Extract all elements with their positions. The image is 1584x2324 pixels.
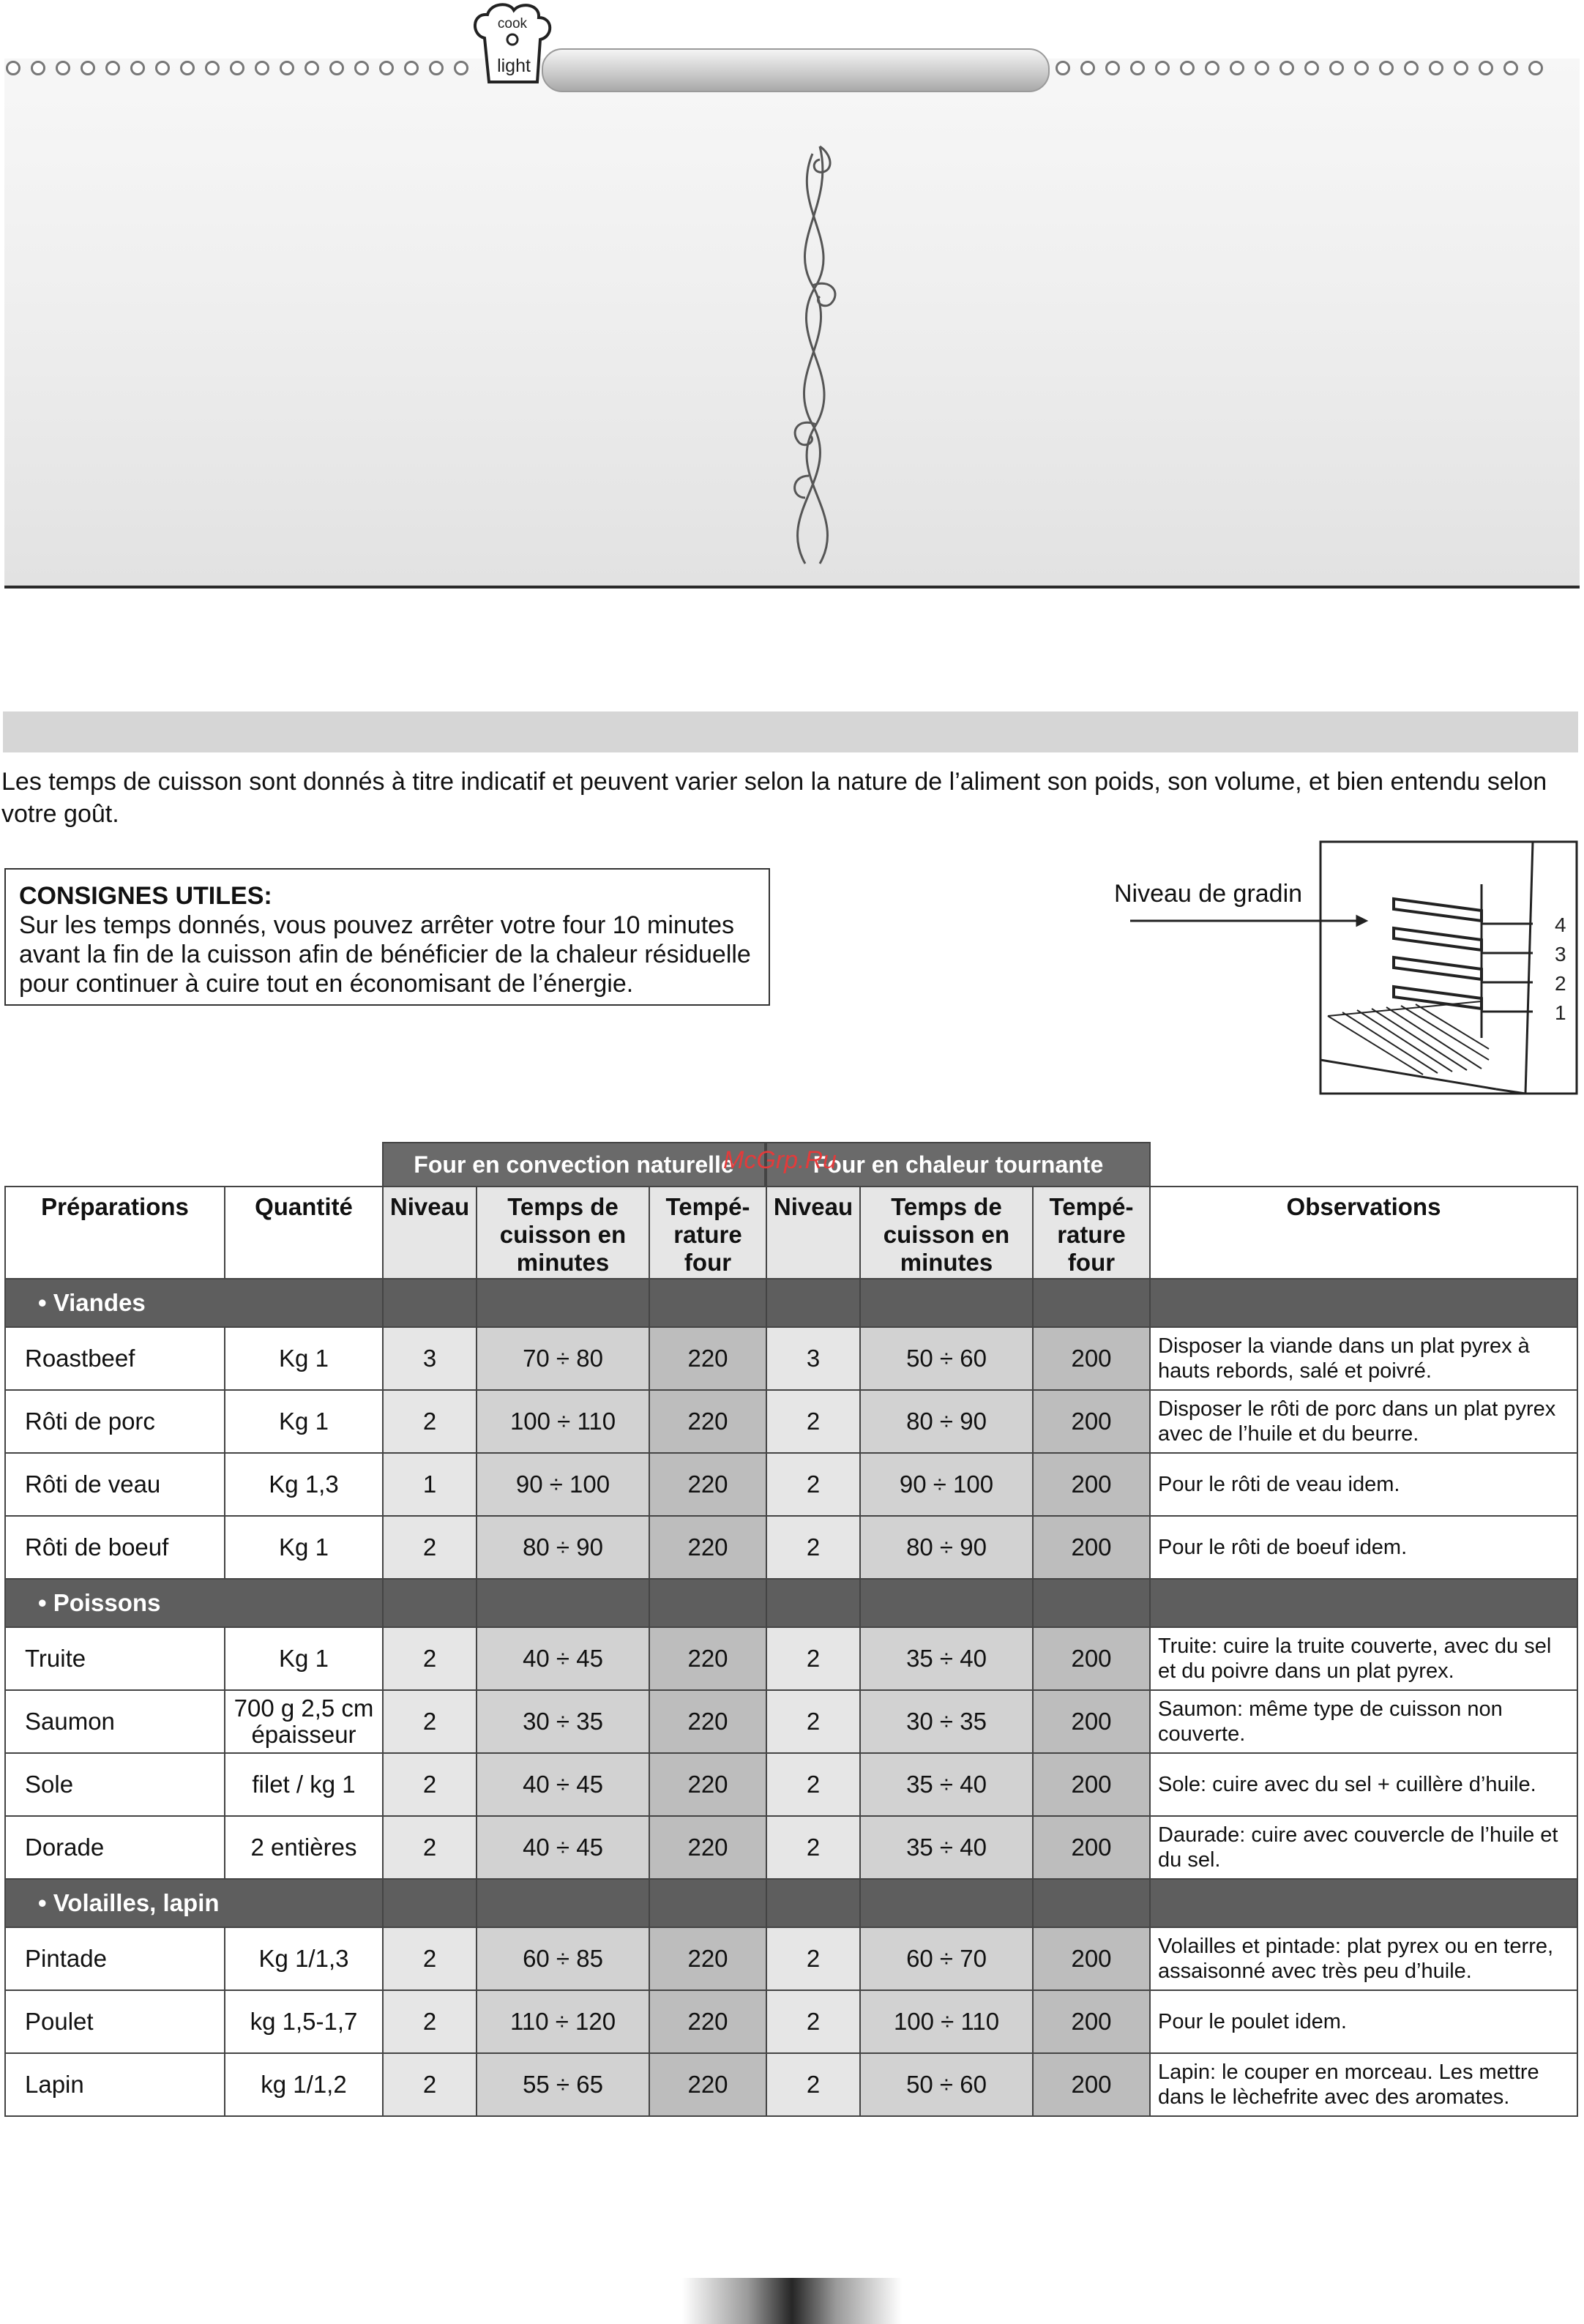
section-title: • Poissons xyxy=(5,1579,383,1627)
tip-box xyxy=(4,868,770,1006)
table-row: Rôti de veau Kg 1,3 1 90 ÷ 100 220 2 90 ÷ 100 200 Pour le rôti de veau idem. xyxy=(5,1453,1577,1516)
cook-light-logo xyxy=(468,1,556,88)
section-title-band xyxy=(3,711,1578,752)
table-row: Rôti de boeuf Kg 1 2 80 ÷ 90 220 2 80 ÷ 90 200 Pour le rôti de boeuf idem. xyxy=(5,1516,1577,1579)
watermark: McGrp.Ru xyxy=(723,1146,837,1174)
table-row: Poulet kg 1,5-1,7 2 110 ÷ 120 220 2 100 ÷ 110 200 Pour le poulet idem. xyxy=(5,1990,1577,2053)
diagram-label: Niveau de gradin xyxy=(1114,880,1303,908)
header-quantite: Quantité xyxy=(225,1187,383,1279)
tip-title: CONSIGNES UTILES: xyxy=(19,882,272,910)
header-niveau-2: Niveau xyxy=(766,1187,860,1279)
logo-bottom-text: light xyxy=(497,56,531,76)
level-label: 2 xyxy=(1555,972,1566,995)
section-row-viandes xyxy=(5,1279,1577,1327)
decorative-dots-right xyxy=(1056,57,1543,79)
page-number-tab xyxy=(682,2278,902,2324)
section-title: • Viandes xyxy=(5,1279,383,1327)
group-header-tournante: Four en chaleur tournante xyxy=(766,1142,1151,1187)
table-row: Lapin kg 1/1,2 2 55 ÷ 65 220 2 50 ÷ 60 200 Lapin: le couper en morceau. Les mettre dans le lèchefrite avec des aromates. xyxy=(5,2053,1577,2116)
section-title: • Volailles, lapin xyxy=(5,1879,383,1927)
header-title-pill xyxy=(542,48,1050,92)
table-row: Pintade Kg 1/1,3 2 60 ÷ 85 220 2 60 ÷ 70 200 Volailles et pintade: plat pyrex ou en terre, assaisonné avec très peu d’huile. xyxy=(5,1927,1577,1990)
header-temperature-1: Tempé- rature four xyxy=(649,1187,766,1279)
section-row-volailles xyxy=(5,1879,1577,1927)
header-niveau-1: Niveau xyxy=(383,1187,477,1279)
decorative-dots-left xyxy=(6,57,468,79)
table-row: Sole filet / kg 1 2 40 ÷ 45 220 2 35 ÷ 40 200 Sole: cuire avec du sel + cuillère d’huile. xyxy=(5,1753,1577,1816)
decorative-swirl xyxy=(761,132,864,571)
group-header-convection: Four en convection naturelle xyxy=(382,1142,766,1187)
intro-text: Les temps de cuisson sont donnés à titre indicatif et peuvent varier selon la nature de l’aliment son poids, son volume, et bien entendu selon votre goût. xyxy=(1,768,1547,828)
level-label: 4 xyxy=(1555,913,1566,936)
table-row: Truite Kg 1 2 40 ÷ 45 220 2 35 ÷ 40 200 Truite: cuire la truite couverte, avec du sel et du poivre dans un plat pyrex. xyxy=(5,1627,1577,1690)
table-row: Roastbeef Kg 1 3 70 ÷ 80 220 3 50 ÷ 60 200 Disposer la viande dans un plat pyrex à hauts rebords, salé et poivré. xyxy=(5,1327,1577,1390)
oven-shelf-diagram xyxy=(1116,840,1580,1096)
section-row-poissons xyxy=(5,1579,1577,1627)
tip-line: Sur les temps donnés, vous pouvez arrêter votre four 10 minutes xyxy=(19,911,735,939)
cooking-times-table xyxy=(4,1186,1578,2117)
header-preparations: Préparations xyxy=(5,1187,225,1279)
tip-line: pour continuer à cuire tout en économisant de l’énergie. xyxy=(19,970,634,998)
header-temps-1: Temps de cuisson en minutes xyxy=(477,1187,649,1279)
table-row: Dorade 2 entières 2 40 ÷ 45 220 2 35 ÷ 40 200 Daurade: cuire avec couvercle de l’huile et du sel. xyxy=(5,1816,1577,1879)
tip-line: avant la fin de la cuisson afin de bénéficier de la chaleur résiduelle xyxy=(19,941,751,968)
logo-top-text: cook xyxy=(497,16,528,31)
level-label: 1 xyxy=(1555,1001,1566,1024)
header-observations: Observations xyxy=(1150,1187,1577,1279)
header-temps-2: Temps de cuisson en minutes xyxy=(860,1187,1033,1279)
level-label: 3 xyxy=(1555,943,1566,965)
header-temperature-2: Tempé- rature four xyxy=(1033,1187,1150,1279)
table-row: Saumon 700 g 2,5 cm épaisseur 2 30 ÷ 35 220 2 30 ÷ 35 200 Saumon: même type de cuisson non couverte. xyxy=(5,1690,1577,1753)
table-row: Rôti de porc Kg 1 2 100 ÷ 110 220 2 80 ÷ 90 200 Disposer le rôti de porc dans un plat pyrex avec de l’huile et du beurre. xyxy=(5,1390,1577,1453)
